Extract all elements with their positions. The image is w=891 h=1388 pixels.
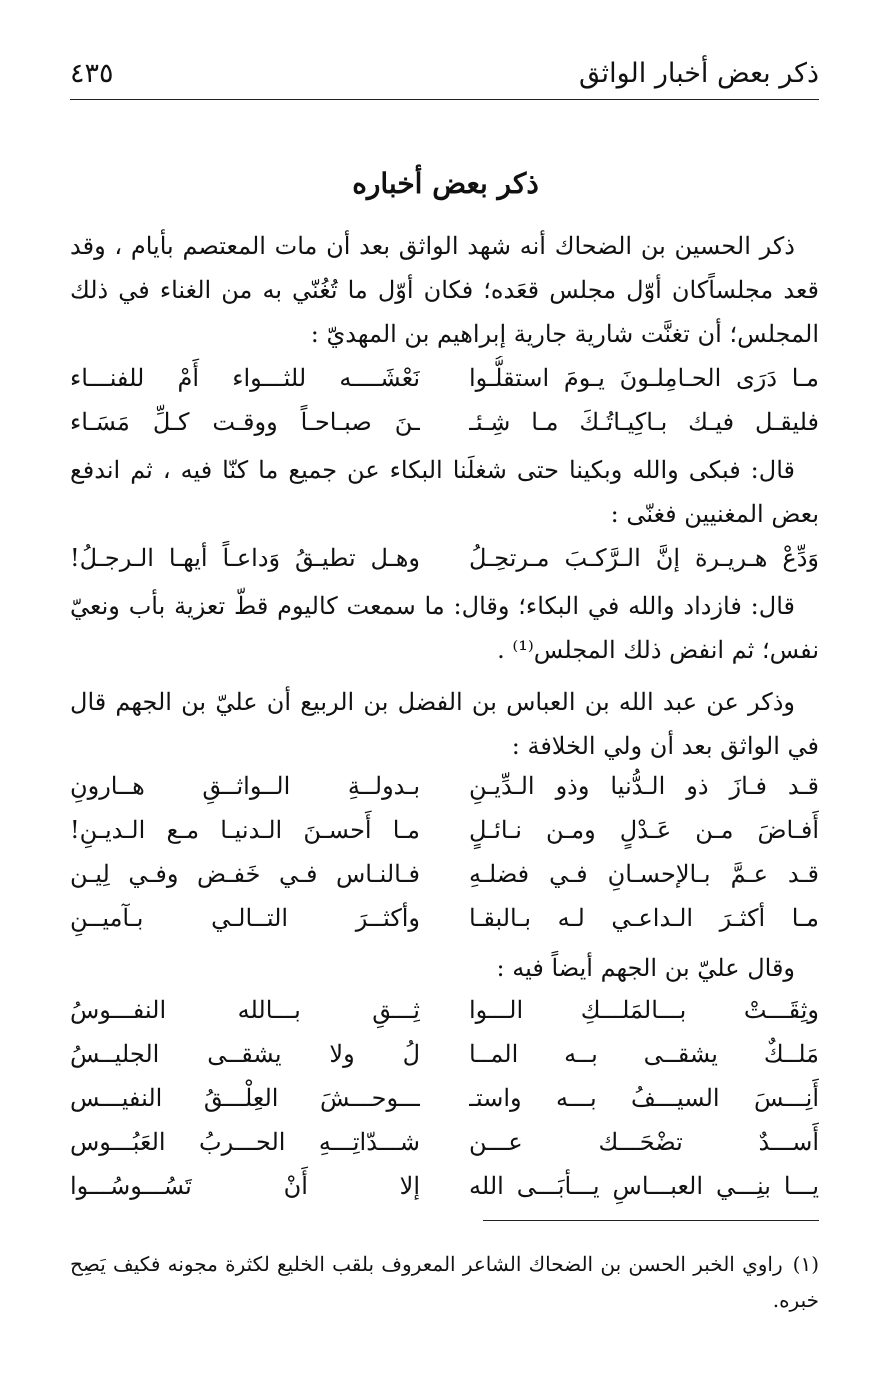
verse-line	[70, 988, 819, 1032]
running-title: ذكر بعض أخبار الواثق	[579, 58, 819, 89]
paragraph-weeping: قال: فبكى والله وبكينا حتى شغلَنا البكاء عن جميع ما كنّا فيه ، ثم اندفع بعض المغنيين فغنّى :	[70, 456, 819, 528]
verse-second-hemistich: شـــدّاتِـــهِ الحـــربُ العَبُـــوس	[70, 1128, 420, 1156]
verse-first-hemistich: أَســـدٌ تضْحَـــك عـــن	[469, 1128, 819, 1156]
header-divider	[70, 99, 819, 100]
verse-line	[70, 1164, 819, 1208]
verse-first-hemistich: مـا دَرَى الحـامِلـونَ يـومَ استقلُّـوا	[469, 364, 819, 392]
verse-second-hemistich: ثِـــقِ بـــالله النفـــوسُ	[70, 996, 420, 1024]
verse-line	[70, 356, 819, 400]
verse-second-hemistich: إلا أَنْ تَسُـــوسُـــوا	[70, 1172, 420, 1200]
verse-line	[70, 1032, 819, 1076]
verse-line	[70, 400, 819, 444]
footnote	[70, 1246, 819, 1318]
verse-line	[70, 536, 819, 580]
verse-second-hemistich: ـنَ صبـاحـاً ووقـت كـلِّ مَسَـاء	[70, 408, 420, 436]
verse-first-hemistich: قـد فـازَ ذو الـدُّنيا وذو الـدِّيـنِ	[469, 772, 819, 800]
footnote-text: راوي الخبر الحسن بن الضحاك الشاعر المعروف بلقب الخليع لكثرة مجونه فكيف يَصِح خبره.	[70, 1252, 819, 1312]
section-title: ذكر بعض أخباره	[352, 167, 539, 200]
verse-second-hemistich: وأكثــرَ التــالـي بـآميــنِ	[70, 904, 420, 932]
footnote-marker: (١)	[792, 1252, 819, 1276]
verse-second-hemistich: ـــوحـــشَ العِلْـــقُ النفيـــس	[70, 1084, 420, 1112]
verse-line	[70, 1076, 819, 1120]
verse-second-hemistich: مـا أَحسـنَ الـدنيـا مـع الـديـنِ!	[70, 816, 420, 844]
verse-line	[70, 852, 819, 896]
verse-first-hemistich: وثِقَـــتْ بـــالمَلـــكِ الـــوا	[469, 996, 819, 1024]
verse-line	[70, 896, 819, 940]
verse-first-hemistich: يـــا بنِـــي العبـــاسِ يـــأبَـــى الله	[469, 1172, 819, 1200]
verse-line	[70, 764, 819, 808]
paragraph-also-said: وقال عليّ بن الجهم أيضاً فيه :	[496, 954, 795, 982]
verse-second-hemistich: بـدولــةِ الــواثــقِ هــارونِ	[70, 772, 420, 800]
verse-line	[70, 1120, 819, 1164]
verse-first-hemistich: فليقـل فيـك بـاكِيـاتُـكَ مـا شِـئـ	[469, 408, 819, 436]
verse-second-hemistich: لُ ولا يشقــى الجليــسُ	[70, 1040, 420, 1068]
paragraph-intro: ذكر الحسين بن الضحاك أنه شهد الواثق بعد أن مات المعتصم بأيام ، وقد قعد مجلساًكان أوّل مجلس قعَده؛ فكان أوّل ما تُغُنّي به من الغناء في ذلك المجلس؛ أن تغنَّت شارية جارية إبراهيم بن المهديّ :	[70, 232, 819, 348]
verse-second-hemistich: وهـل تطيـقُ وَداعـاً أيهـا الـرجـلُ!	[70, 544, 420, 572]
paragraph-ali-ibn-jahm: وذكر عن عبد الله بن العباس بن الفضل بن الربيع أن عليّ بن الجهم قال في الواثق بعد أن ولي الخلافة :	[70, 688, 819, 760]
verse-line	[70, 808, 819, 852]
page-number: ٤٣٥	[70, 58, 114, 89]
verse-first-hemistich: قـد عـمَّ بـالإحسـانِ فـي فضلـهِ	[469, 860, 819, 888]
verse-first-hemistich: مـا أكثـرَ الـداعـي لـه بـالبقـا	[469, 904, 819, 932]
verse-second-hemistich: نَعْشَــــه للثـــواء أَمْ للفنـــاء	[70, 364, 420, 392]
verse-first-hemistich: مَلــكٌ يشقــى بــه المــا	[469, 1040, 819, 1068]
verse-first-hemistich: أَفـاضَ مـن عَـدْلٍ ومـن نـائـلٍ	[469, 816, 819, 844]
verse-first-hemistich: وَدِّعْ هـريـرة إنَّ الـرَّكـبَ مـرتحِـلُ	[469, 544, 819, 572]
footnote-divider	[483, 1220, 819, 1221]
verse-second-hemistich: فـالنـاس فـي خَفـض وفـي لِيـن	[70, 860, 420, 888]
paragraph-condolence: قال: فازداد والله في البكاء؛ وقال: ما سمعت كاليوم قطّ تعزية بأب ونعيّ نفس؛ ثم انفض ذلك المجلس⁽¹⁾ .	[70, 592, 819, 664]
verse-first-hemistich: أَنِـــسَ السيـــفُ بـــه واستـ	[469, 1084, 819, 1112]
